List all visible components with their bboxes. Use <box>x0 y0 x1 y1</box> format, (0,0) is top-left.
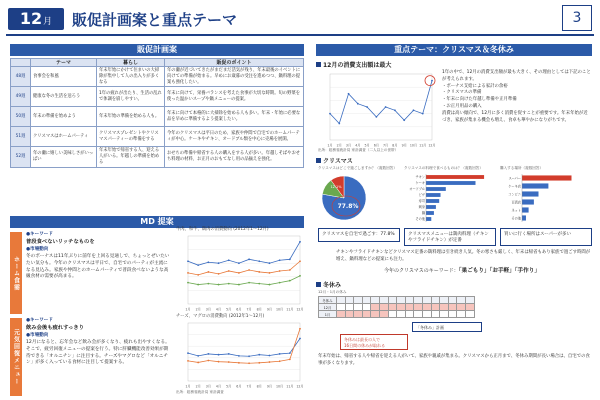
md-chart1-title: 牛肉、和牛、鶏肉の消費動向 (2012年1～12月) <box>176 227 269 232</box>
table-row <box>11 67 304 87</box>
calendar-cell <box>431 311 440 318</box>
data-point <box>207 283 209 285</box>
data-point <box>197 274 199 276</box>
x-tick-label: 1月 <box>327 143 333 148</box>
square-bullet-icon <box>316 282 321 287</box>
plot-area <box>330 74 432 140</box>
bar <box>426 199 439 203</box>
calendar-cell <box>440 304 449 311</box>
x-tick-label: 12月 <box>296 384 304 389</box>
category-label: ピザ <box>418 193 425 198</box>
category-label: 百貨店 <box>511 200 521 205</box>
data-point <box>228 283 230 285</box>
bullet-item: 1年の中で、12月の消費支出額が最も大きく、その理由としては下記のことが考えられます。 <box>442 70 591 82</box>
data-point <box>197 284 199 286</box>
bar <box>522 191 539 196</box>
data-point <box>299 275 301 277</box>
data-point <box>238 362 240 364</box>
table-cell-point: おせちの準備や帰省する人の購入をする人が多い。年越しそばやおせち料理の材料、お正月のおもてなし用の品揃えを強化。 <box>165 147 304 167</box>
pie-chart-title: クリスマスはどこで過ごしますか？（複数回答） <box>318 166 397 170</box>
x-tick-label: 3月 <box>205 307 211 312</box>
category-label: オードブル <box>409 187 425 192</box>
keyword-label: ●キーワード <box>26 232 53 237</box>
data-point <box>299 260 301 262</box>
christmas-keyword-prefix: 今年のクリスマスのキーワード： <box>384 268 459 274</box>
data-point <box>289 352 291 354</box>
data-point <box>238 284 240 286</box>
calendar-cell <box>397 304 406 311</box>
bar <box>426 193 441 197</box>
bar <box>522 175 572 180</box>
data-point <box>299 338 301 340</box>
x-tick-label: 2月 <box>195 384 201 389</box>
x-tick-label: 2月 <box>336 143 342 148</box>
x-tick-label: 10月 <box>409 143 418 148</box>
calendar-cell <box>337 304 346 311</box>
x-tick-label: 7月 <box>246 307 252 312</box>
data-point <box>197 264 199 266</box>
data-point <box>218 284 220 286</box>
x-tick-label: 1月 <box>185 307 191 312</box>
bar <box>426 211 434 215</box>
x-tick-label: 8月 <box>256 384 262 389</box>
calendar-cell <box>354 297 363 304</box>
table-cell-theme: クリスマスはホームパーティ <box>31 127 97 147</box>
data-point <box>248 258 250 260</box>
column-header: 暮らし <box>97 59 165 67</box>
plot-area <box>188 236 300 304</box>
spending-title-text: 12月の消費支出額は最大 <box>323 62 392 69</box>
spending-title <box>316 60 391 69</box>
bar1-caption: クリスマスメニューは鶏肉料理（チキンやフライドチキン）が定番 <box>404 228 496 246</box>
data-point <box>197 355 199 357</box>
winter-title-text: 冬休み <box>323 282 342 289</box>
calendar-cell <box>379 311 388 318</box>
x-tick-label: 10月 <box>276 384 284 389</box>
data-point <box>289 280 291 282</box>
calendar-cell <box>337 311 346 318</box>
bar <box>522 199 534 204</box>
christmas-bar2-chart <box>500 172 592 224</box>
calendar-cell <box>448 297 457 304</box>
x-tick-label: 2月 <box>195 307 201 312</box>
christmas-title <box>316 156 353 165</box>
trend-label: ●市場動向 <box>26 246 49 252</box>
christmas-summary: チキンやフライドチキンなどクリスマス定番の鶏料理は引き続き人気。冬の寒さも厳しく、年末は帰省もあり家族で過ごす時間が増え、鍋料理などの提案にも注力。 <box>336 250 591 262</box>
table-cell-week: 50週 <box>11 107 31 127</box>
calendar-cell <box>405 311 414 318</box>
table-row <box>11 147 304 167</box>
table-row <box>11 127 304 147</box>
data-point <box>299 328 301 330</box>
data-point <box>279 270 281 272</box>
data-point <box>258 271 260 273</box>
pie-label: 12.1% <box>330 185 342 189</box>
calendar-cell <box>362 297 371 304</box>
column-header: テーマ <box>31 59 97 67</box>
calendar-row-label: 冬休み <box>319 297 337 304</box>
bar <box>522 207 529 212</box>
square-bullet-icon <box>316 158 321 163</box>
calendar-cell <box>362 311 371 318</box>
x-tick-label: 7月 <box>246 384 252 389</box>
promo-plan-table <box>10 58 304 168</box>
data-point <box>279 353 281 355</box>
x-tick-label: 6月 <box>236 307 242 312</box>
keyword-value: 飲み会後も疲れすっきり <box>26 324 84 331</box>
data-point <box>197 362 199 364</box>
square-bullet-icon <box>316 62 321 67</box>
category-label: 鍋 <box>421 211 425 216</box>
bullet-item: ・年末に向けた年越し準備や正月準備 <box>442 97 517 103</box>
calendar-cell <box>422 311 431 318</box>
data-point <box>238 355 240 357</box>
trend-text: 冬のボーナスは11年ぶりに前年を上回る見通しで、ちょっとぜいたいたい気分も。今年のクリスマスは平日で、自宅でのパーティが主流になる見込み。家族や仲間とのホームパーティで普段食べないような高級食材の需要が高まる。 <box>26 253 170 280</box>
table-cell-point: 今年のクリスマスは平日のため、家族や仲間で自宅でのホームパーティが中心。ケーキやチキン、オードブル類を中心に売場を展開。 <box>165 127 304 147</box>
calendar-cell <box>354 311 363 318</box>
data-point <box>366 106 368 108</box>
data-point <box>228 353 230 355</box>
data-point <box>207 261 209 263</box>
data-point <box>269 272 271 274</box>
column-header: 販促のポイント <box>165 59 304 67</box>
x-tick-label: 5月 <box>364 143 370 148</box>
calendar-row <box>319 311 475 318</box>
bar <box>426 205 436 209</box>
bullet-item: ・ボーナス支給による家計の余裕 <box>442 83 508 89</box>
data-point <box>289 358 291 360</box>
table-cell-life: 年末年始の準備を始める人も。 <box>97 107 165 127</box>
x-tick-label: 8月 <box>392 143 398 148</box>
calendar-cell <box>440 297 449 304</box>
spending-chart-source: 出所：総務省統計局 家計調査（二人以上の世帯） <box>318 148 399 152</box>
calendar-row <box>319 304 475 311</box>
month-badge <box>8 8 64 30</box>
x-tick-label: 5月 <box>226 307 232 312</box>
calendar-cell <box>440 311 449 318</box>
data-point <box>299 241 301 243</box>
x-tick-label: 12月 <box>428 143 436 148</box>
calendar-cell <box>371 304 380 311</box>
calendar-cell <box>379 297 388 304</box>
table-cell-week: 51週 <box>11 127 31 147</box>
data-point <box>228 259 230 261</box>
data-point <box>248 355 250 357</box>
data-point <box>269 355 271 357</box>
x-tick-label: 8月 <box>256 307 262 312</box>
x-tick-label: 12月 <box>296 307 304 312</box>
data-point <box>348 93 350 95</box>
data-point <box>248 269 250 271</box>
x-tick-label: 4月 <box>215 307 222 312</box>
data-point <box>218 361 220 363</box>
table-cell-theme: 食事会を和風 <box>31 67 97 87</box>
calendar-cell <box>388 297 397 304</box>
x-tick-label: 6月 <box>236 384 242 389</box>
category-label: 寿司 <box>418 199 425 204</box>
table-cell-point: 年の瀬が近づいてきたがまだまだ活気が残り、年末最後のイベントに向けての準備が始まる。早めにお歳暮の受注を進めつつ、鍋料理の提案も強化したい。 <box>165 67 304 87</box>
md-block2-text <box>26 318 172 367</box>
data-point <box>279 360 281 362</box>
data-point <box>269 284 271 286</box>
table-cell-life: 年末年始にかけて住まいの大掃除が集中して人の出入りが多くなる <box>97 67 165 87</box>
table-cell-theme: 健康な冬の生活を送ろう <box>31 87 97 107</box>
bullet-item: 消費は高い傾向で、12月に多く消費を促すことが重要です。年末年始が近づき、家族が集まる機会も増え、食卓も華やかになりがちです。 <box>442 110 588 123</box>
table-cell-week: 52週 <box>11 147 31 167</box>
table-cell-life: 1年の疲れが出たり、生活の乱れで体調を崩しやすい。 <box>97 87 165 107</box>
bar <box>426 187 446 191</box>
md-chart1 <box>176 232 304 312</box>
category-label: 刺身 <box>418 205 425 210</box>
x-tick-label: 7月 <box>383 143 389 148</box>
x-tick-label: 1月 <box>185 384 191 389</box>
calendar-cell <box>414 304 423 311</box>
x-tick-label: 10月 <box>276 307 284 312</box>
data-point <box>385 106 387 108</box>
month-unit: 月 <box>43 17 53 27</box>
data-point <box>187 352 189 354</box>
page-title: 販促計画案と重点テーマ <box>72 11 238 29</box>
plot-area <box>188 323 300 381</box>
bar1-chart-title: クリスマスの料理で食べるものは？（複数回答） <box>404 166 483 170</box>
md-chart2-title: チーズ、マグロの消費動向 (2012年1～12月) <box>176 314 265 319</box>
data-point <box>357 103 359 105</box>
category-label: その他 <box>511 216 521 221</box>
winter-callout-days: 冬休みは最長の人で 16日間の休みが取れる <box>340 334 408 350</box>
category-label: その他 <box>415 217 425 222</box>
bullet-item: ・クリスマスの準備 <box>442 90 482 96</box>
data-point <box>187 260 189 262</box>
x-tick-label: 6月 <box>373 143 379 148</box>
keyword-label: ●キーワード <box>26 318 53 323</box>
data-point <box>238 272 240 274</box>
christmas-bar1-chart <box>404 172 496 224</box>
winter-calendar-table <box>318 296 475 318</box>
promo-plan-section-title: 販促計画案 <box>10 44 304 56</box>
table-cell-life: クリスマスプレゼントやクリスマスパーティーの準備をする <box>97 127 165 147</box>
bar <box>522 183 548 188</box>
data-point <box>422 113 424 115</box>
data-point <box>218 354 220 356</box>
x-tick-label: 9月 <box>266 307 273 312</box>
calendar-cell <box>345 304 354 311</box>
table-row <box>11 87 304 107</box>
category-label: ケーキ <box>415 181 425 186</box>
table-cell-week: 49週 <box>11 87 31 107</box>
data-point <box>238 262 240 264</box>
table-cell-point: 年末に向けて本格的に大掃除を始める人も多い。年末・年始に必要な品を早めに準備するよう提案したい。 <box>165 107 304 127</box>
data-point <box>431 80 433 82</box>
data-point <box>413 109 415 111</box>
calendar-row <box>319 297 475 304</box>
winter-callout-plan: 「冬休み」計画 <box>412 322 482 332</box>
calendar-cell <box>397 311 406 318</box>
trend-label: ●市場動向 <box>26 332 49 338</box>
bar <box>426 181 476 185</box>
spending-line-chart <box>318 70 436 148</box>
data-point <box>258 362 260 364</box>
category-label: コンビニ <box>508 192 521 197</box>
x-tick-label: 4月 <box>215 384 222 389</box>
winter-bottom-text: 年末年始は、帰省する人や帰省を迎える人がいて、家族や親戚が集まる。クリスマスから正月まで、冬休み期間が長い場合は、自宅での食事が多くなります。 <box>318 354 590 366</box>
data-point <box>394 109 396 111</box>
table-header-row <box>11 59 304 67</box>
data-point <box>269 361 271 363</box>
data-point <box>228 361 230 363</box>
data-point <box>218 273 220 275</box>
pie-label: 77.8% <box>337 203 359 210</box>
calendar-cell <box>414 311 423 318</box>
data-point <box>248 362 250 364</box>
bar2-caption: 買いに行く場所はスーパーが多い <box>500 228 592 246</box>
calendar-cell <box>362 304 371 311</box>
bar2-chart-title: 購入する場所（複数回答） <box>500 166 544 170</box>
x-tick-label: 3月 <box>205 384 211 389</box>
x-tick-label: 5月 <box>226 384 232 389</box>
calendar-cell <box>371 297 380 304</box>
table-cell-life: 年末年始で帰省する人、迎える人がいる。年越しの準備を始める <box>97 147 165 167</box>
calendar-cell <box>388 311 397 318</box>
bar <box>426 217 431 221</box>
data-point <box>187 272 189 274</box>
x-tick-label: 4月 <box>355 143 361 148</box>
category-label: ケーキ店 <box>508 184 521 189</box>
md-block1-label: ホーム食需 <box>10 232 22 314</box>
bar <box>522 215 526 220</box>
data-point <box>207 360 209 362</box>
x-tick-label: 9月 <box>401 143 407 148</box>
calendar-cell <box>345 297 354 304</box>
christmas-pie-chart <box>318 172 402 224</box>
calendar-cell <box>422 297 431 304</box>
calendar-cell <box>405 304 414 311</box>
md-chart2 <box>176 319 304 389</box>
calendar-cell <box>354 304 363 311</box>
calendar-cell <box>457 311 466 318</box>
data-point <box>248 282 250 284</box>
x-tick-label: 11月 <box>286 384 294 389</box>
table-cell-theme: 年末の準備を始めよう <box>31 107 97 127</box>
calendar-cell <box>422 304 431 311</box>
md-chart2-source: 出所：総務省統計局 家計調査 <box>176 390 224 394</box>
x-tick-label: 11月 <box>286 307 294 312</box>
data-point <box>187 282 189 284</box>
column-header <box>11 59 31 67</box>
category-label: スーパー <box>508 176 521 181</box>
keyword-value: 普段食べないリッチなものを <box>26 238 95 245</box>
data-point <box>279 282 281 284</box>
data-point <box>258 260 260 262</box>
calendar-cell <box>457 304 466 311</box>
christmas-keyword <box>384 266 592 274</box>
calendar-cell <box>448 311 457 318</box>
category-label: ネット <box>511 208 521 213</box>
calendar-cell <box>431 304 440 311</box>
table-row <box>11 107 304 127</box>
calendar-cell <box>465 304 474 311</box>
winter-table-title: 12月・1月の休み <box>318 290 347 294</box>
calendar-cell <box>465 297 474 304</box>
calendar-cell <box>379 304 388 311</box>
month-number: 12 <box>19 9 43 28</box>
x-tick-label: 9月 <box>266 384 273 389</box>
calendar-cell <box>414 297 423 304</box>
data-point <box>218 262 220 264</box>
x-tick-label: 11月 <box>419 143 427 148</box>
data-point <box>289 258 291 260</box>
winter-title <box>316 280 341 289</box>
calendar-cell <box>345 311 354 318</box>
pie-caption: クリスマスを自宅で過ごす：77.8% <box>318 228 400 242</box>
data-point <box>403 119 405 121</box>
calendar-row-label: 1月 <box>319 311 337 318</box>
data-point <box>228 270 230 272</box>
data-point <box>187 360 189 362</box>
calendar-cell <box>371 311 380 318</box>
md-block2-label: 元気回復メニュー <box>10 318 22 396</box>
data-point <box>258 354 260 356</box>
data-point <box>289 269 291 271</box>
focus-theme-section-title: 重点テーマ：クリスマス＆冬休み <box>316 44 592 56</box>
table-cell-theme: 年の瀬に嬉しい美味しさがいっぱい <box>31 147 97 167</box>
calendar-cell <box>465 311 474 318</box>
md-block1-text <box>26 232 172 281</box>
data-point <box>375 116 377 118</box>
bullet-item: ・お正月用品の購入 <box>442 104 482 110</box>
table-cell-point: 年末に向けて、栄養バランスを考えた食事が大切な時期。旬の野菜を使った温かいスープや鍋メニューの提案。 <box>165 87 304 107</box>
data-point <box>258 283 260 285</box>
table-cell-week: 48週 <box>11 67 31 87</box>
data-point <box>269 262 271 264</box>
calendar-row-label: 12月 <box>319 304 337 311</box>
calendar-cell <box>388 304 397 311</box>
spending-bullets <box>442 70 592 125</box>
page-number: 3 <box>562 5 592 31</box>
md-proposal-section-title: MD 提案 <box>10 216 304 228</box>
calendar-cell <box>448 304 457 311</box>
data-point <box>207 353 209 355</box>
christmas-title-text: クリスマス <box>323 158 353 165</box>
data-point <box>279 259 281 261</box>
data-point <box>338 123 340 125</box>
calendar-cell <box>457 297 466 304</box>
header-divider <box>6 34 594 36</box>
calendar-cell <box>397 297 406 304</box>
trend-text: 12月になると、忘年会など飲み会が多くなり、疲れも出やすくなる。そこで、疲労回復メニューの提案を行う。特に肝臓機能改善効果が期待できる「オルニチン」に注目する。チーズやマグロなど「オルニチン」が多く入っている食材に注目して提案する。 <box>26 339 170 366</box>
calendar-cell <box>337 297 346 304</box>
calendar-cell <box>431 297 440 304</box>
calendar-cell <box>405 297 414 304</box>
x-tick-label: 3月 <box>345 143 352 148</box>
category-label: チキン <box>415 175 425 180</box>
data-point <box>329 113 331 115</box>
christmas-keyword-value: 「巣ごもり」「お手軽」「手作り」 <box>458 268 540 274</box>
data-point <box>207 271 209 273</box>
bar <box>426 175 484 179</box>
